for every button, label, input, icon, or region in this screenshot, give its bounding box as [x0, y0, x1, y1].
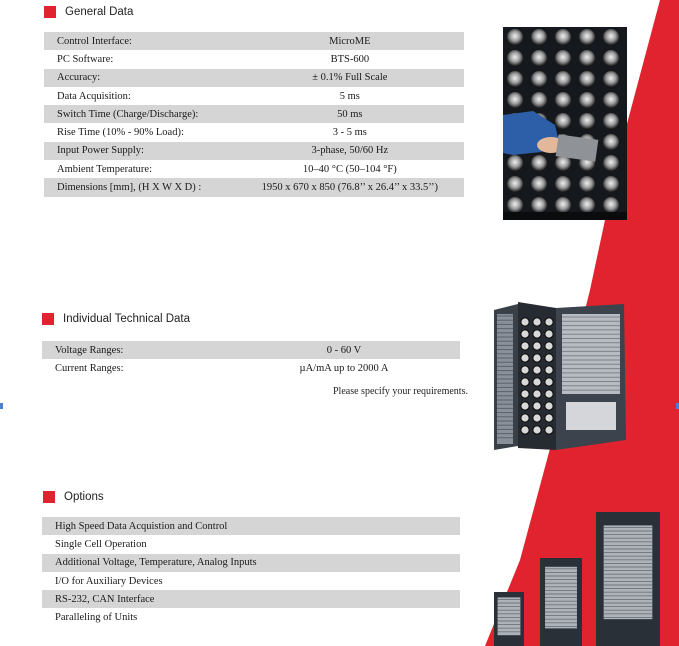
- row-label: Control Interface:: [57, 35, 132, 47]
- option-row: [42, 608, 460, 626]
- cell-holder-icon: [579, 71, 595, 87]
- option-label: High Speed Data Acquistion and Control: [55, 520, 228, 532]
- cell-holder-icon: [533, 318, 541, 326]
- open-cabinet-photo: [492, 300, 636, 458]
- cell-holder-icon: [533, 354, 541, 362]
- technical-data-table: [42, 341, 460, 378]
- cell-holder-icon: [531, 197, 547, 213]
- cell-holder-icon: [579, 113, 595, 129]
- spec-row: [44, 123, 464, 141]
- cell-holder-icon: [533, 330, 541, 338]
- section-marker-icon: [43, 491, 55, 503]
- cell-holder-icon: [521, 402, 529, 410]
- cell-holder-icon: [521, 378, 529, 386]
- cabinet-panel: [604, 525, 653, 619]
- option-row: [42, 535, 460, 553]
- options-heading: [43, 491, 104, 503]
- general-data-heading: [44, 6, 133, 18]
- cell-holder-icon: [545, 318, 553, 326]
- cell-holder-icon: [531, 92, 547, 108]
- general-data-table: [44, 32, 464, 197]
- row-label: Rise Time (10% - 90% Load):: [57, 127, 184, 139]
- technical-data-title: Individual Technical Data: [63, 313, 191, 325]
- cell-holder-icon: [545, 390, 553, 398]
- general-data-title: General Data: [65, 6, 134, 18]
- cell-holder-icon: [507, 155, 523, 171]
- row-label: Ambient Temperature:: [57, 163, 152, 175]
- cell-holder-icon: [579, 29, 595, 45]
- row-label: Input Power Supply:: [57, 145, 144, 157]
- cell-holder-icon: [603, 197, 619, 213]
- row-label: PC Software:: [57, 53, 114, 65]
- row-value: 1950 x 670 x 850 (76.8’’ x 26.4’’ x 33.5’’): [261, 182, 438, 194]
- spec-row: [44, 178, 464, 196]
- option-row: [42, 572, 460, 590]
- options-list: [42, 517, 460, 627]
- cell-holder-icon: [533, 342, 541, 350]
- option-label: Single Cell Operation: [55, 538, 147, 550]
- cell-holder-icon: [545, 330, 553, 338]
- cell-holder-icon: [555, 197, 571, 213]
- cell-holder-icon: [521, 354, 529, 362]
- cell-holder-icon: [555, 113, 571, 129]
- cell-holder-icon: [507, 29, 523, 45]
- row-label: Current Ranges:: [55, 362, 124, 374]
- row-value: BTS-600: [330, 53, 370, 65]
- cell-holder-icon: [579, 92, 595, 108]
- option-row: [42, 517, 460, 535]
- row-value: 10–40 °C (50–104 °F): [302, 163, 397, 175]
- cell-holder-icon: [531, 50, 547, 66]
- cell-holder-icon: [533, 402, 541, 410]
- spec-row: [44, 32, 464, 50]
- cell-holder-icon: [531, 29, 547, 45]
- cell-holder-icon: [555, 176, 571, 192]
- cell-holder-icon: [507, 176, 523, 192]
- cell-holder-icon: [521, 318, 529, 326]
- cell-holder-icon: [603, 92, 619, 108]
- row-value: MicroME: [329, 35, 371, 47]
- cell-holder-icon: [521, 366, 529, 374]
- cell-holder-icon: [533, 426, 541, 434]
- cell-holder-icon: [545, 378, 553, 386]
- cell-holder-icon: [603, 29, 619, 45]
- cell-holder-icon: [533, 414, 541, 422]
- cell-holder-icon: [531, 71, 547, 87]
- edge-marker-left: [0, 403, 3, 409]
- cell-holder-icon: [579, 50, 595, 66]
- cell-holder-icon: [603, 155, 619, 171]
- cell-holder-icon: [507, 50, 523, 66]
- section-marker-icon: [44, 6, 56, 18]
- option-row: [42, 554, 460, 572]
- spec-row: [44, 50, 464, 68]
- cell-holder-icon: [521, 426, 529, 434]
- cell-holder-icon: [533, 366, 541, 374]
- cell-holder-icon: [533, 390, 541, 398]
- spec-row: [44, 142, 464, 160]
- cell-holder-icon: [545, 342, 553, 350]
- cell-holder-icon: [507, 71, 523, 87]
- option-row: [42, 590, 460, 608]
- cell-holder-icon: [555, 92, 571, 108]
- cell-holder-icon: [555, 50, 571, 66]
- cell-holder-icon: [545, 402, 553, 410]
- option-label: Paralleling of Units: [55, 612, 138, 624]
- cell-holder-icon: [555, 71, 571, 87]
- spec-row: [42, 359, 460, 377]
- option-label: RS-232, CAN Interface: [55, 593, 155, 605]
- cell-holder-icon: [531, 155, 547, 171]
- cell-holder-icon: [521, 330, 529, 338]
- cell-holder-icon: [545, 354, 553, 362]
- cell-holder-icon: [521, 390, 529, 398]
- technical-data-heading: [42, 313, 190, 325]
- cell-holder-icon: [555, 29, 571, 45]
- option-label: I/O for Auxiliary Devices: [55, 575, 163, 587]
- row-value: 5 ms: [339, 90, 360, 102]
- row-label: Switch Time (Charge/Discharge):: [57, 108, 199, 120]
- cell-holder-icon: [579, 176, 595, 192]
- cell-holder-icon: [531, 176, 547, 192]
- spec-row: [44, 105, 464, 123]
- option-label: Additional Voltage, Temperature, Analog Inputs: [55, 557, 257, 569]
- row-value: 3 - 5 ms: [332, 127, 367, 139]
- cell-holder-icon: [507, 92, 523, 108]
- row-label: Accuracy:: [57, 72, 101, 84]
- tester-cabinet-with-hand-photo: [503, 27, 627, 220]
- cell-holder-icon: [545, 366, 553, 374]
- requirements-note: Please specify your requirements.: [333, 386, 468, 397]
- spec-row: [44, 69, 464, 87]
- row-label: Data Acquisition:: [57, 90, 131, 102]
- row-value: 0 - 60 V: [326, 344, 362, 356]
- cell-holder-icon: [545, 426, 553, 434]
- cell-holder-icon: [521, 342, 529, 350]
- cell-holder-icon: [545, 414, 553, 422]
- cell-holder-icon: [507, 197, 523, 213]
- cell-holder-icon: [603, 71, 619, 87]
- cell-holder-icon: [603, 50, 619, 66]
- options-title: Options: [64, 491, 104, 503]
- row-label: Voltage Ranges:: [55, 344, 124, 356]
- spec-row: [44, 160, 464, 178]
- cell-holder-icon: [603, 176, 619, 192]
- row-value: µA/mA up to 2000 A: [299, 362, 389, 374]
- cell-holder-icon: [579, 197, 595, 213]
- row-value: 50 ms: [337, 108, 363, 120]
- cell-holder-icon: [603, 113, 619, 129]
- cell-holder-icon: [603, 134, 619, 150]
- row-value: 3-phase, 50/60 Hz: [311, 145, 389, 157]
- spec-row: [42, 341, 460, 359]
- cell-holder-icon: [521, 414, 529, 422]
- cell-holder-icon: [533, 378, 541, 386]
- section-marker-icon: [42, 313, 54, 325]
- row-value: ± 0.1% Full Scale: [312, 72, 388, 84]
- row-label: Dimensions [mm], (H X W X D) :: [57, 182, 202, 194]
- three-cabinets-photo: [492, 512, 664, 646]
- spec-row: [44, 87, 464, 105]
